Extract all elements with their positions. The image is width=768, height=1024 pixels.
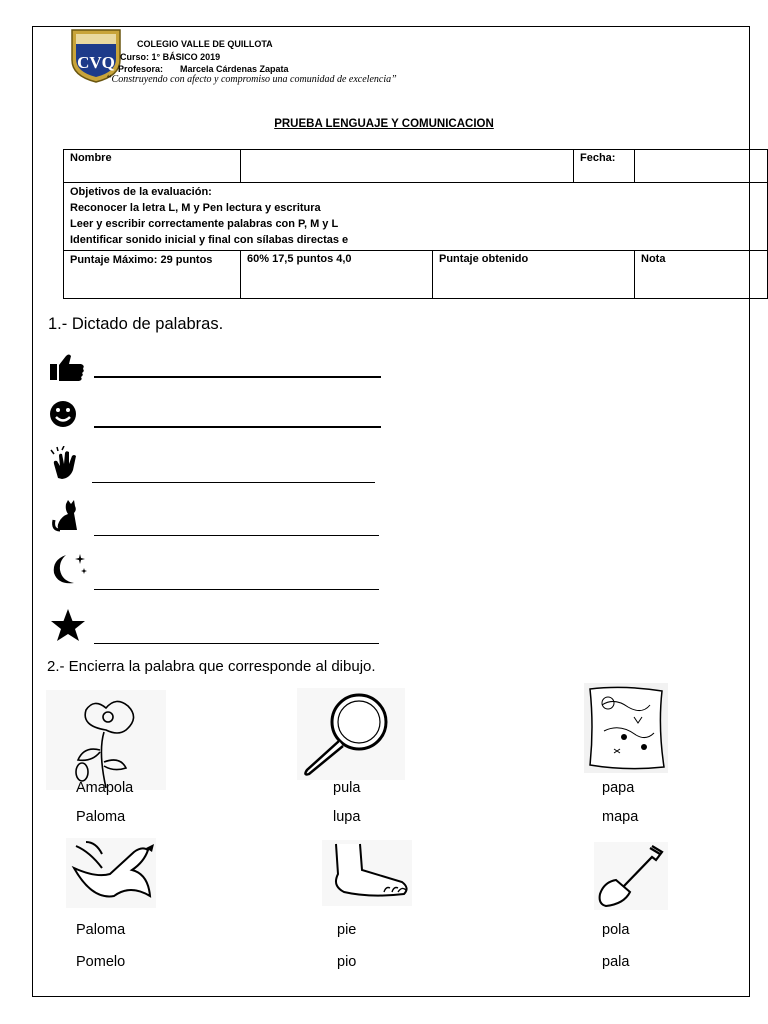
star-icon [48, 608, 88, 642]
answer-line-1[interactable] [94, 376, 381, 378]
info-table [63, 149, 768, 299]
option-pomelo[interactable]: Pomelo [76, 954, 126, 970]
option-pio[interactable]: pio [337, 954, 357, 970]
option-paloma-1[interactable]: Paloma [76, 809, 126, 825]
teacher-name: Marcela Cárdenas Zapata [180, 64, 289, 74]
magnifying-glass-picture [297, 688, 405, 780]
objective-2: Leer y escribir correctamente palabras con P, M y L [70, 218, 339, 230]
date-label: Fecha: [574, 150, 635, 183]
max-score: Puntaje Máximo: 29 puntos [64, 251, 241, 299]
objective-3: Identificar sonido inicial y final con sílabas directas e [70, 234, 349, 246]
option-paloma-2[interactable]: Paloma [76, 922, 126, 938]
date-field[interactable] [635, 150, 768, 183]
option-pula[interactable]: pula [333, 780, 361, 796]
clapping-hands-icon [48, 446, 88, 480]
option-papa[interactable]: papa [602, 780, 635, 796]
school-name: COLEGIO VALLE DE QUILLOTA [137, 39, 273, 49]
obtained-score-label: Puntaje obtenido [433, 251, 635, 299]
option-amapola[interactable]: Amapola [76, 780, 134, 796]
option-pala[interactable]: pala [602, 954, 630, 970]
svg-text:CVQ: CVQ [77, 53, 115, 72]
section1-title: 1.- Dictado de palabras. [48, 315, 224, 333]
exam-title: PRUEBA LENGUAJE Y COMUNICACION [274, 118, 494, 130]
option-mapa[interactable]: mapa [602, 809, 639, 825]
passing-score: 60% 17,5 puntos 4,0 [241, 251, 433, 299]
shovel-picture [594, 842, 668, 910]
option-lupa[interactable]: lupa [333, 809, 361, 825]
objectives-title: Objetivos de la evaluación: [70, 186, 212, 198]
objective-1: Reconocer la letra L, M y Pen lectura y escritura [70, 202, 321, 214]
foot-picture [322, 840, 412, 906]
name-label: Nombre [64, 150, 241, 183]
dove-picture [66, 838, 156, 908]
teacher-label: Profesora: [118, 64, 164, 74]
answer-line-6[interactable] [94, 643, 379, 644]
answer-line-4[interactable] [94, 535, 379, 536]
answer-line-5[interactable] [94, 589, 379, 590]
cat-icon [48, 500, 88, 534]
option-pie[interactable]: pie [337, 922, 357, 938]
course-line: Curso: 1° BÁSICO 2019 [120, 52, 221, 62]
moon-stars-icon [48, 552, 88, 586]
thumbs-up-icon [48, 352, 88, 386]
grade-label: Nota [635, 251, 768, 299]
smiley-icon [48, 398, 88, 432]
poppy-flower-picture [46, 690, 166, 790]
section2-title: 2.- Encierra la palabra que corresponde al dibujo. [47, 658, 376, 675]
name-field[interactable] [241, 150, 574, 183]
option-pola[interactable]: pola [602, 922, 630, 938]
answer-line-3[interactable] [92, 482, 375, 483]
school-motto: “Construyendo con afecto y compromiso una comunidad de excelencia” [106, 74, 397, 85]
answer-line-2[interactable] [94, 426, 381, 428]
objectives-cell [64, 183, 768, 251]
treasure-map-picture [584, 683, 668, 773]
